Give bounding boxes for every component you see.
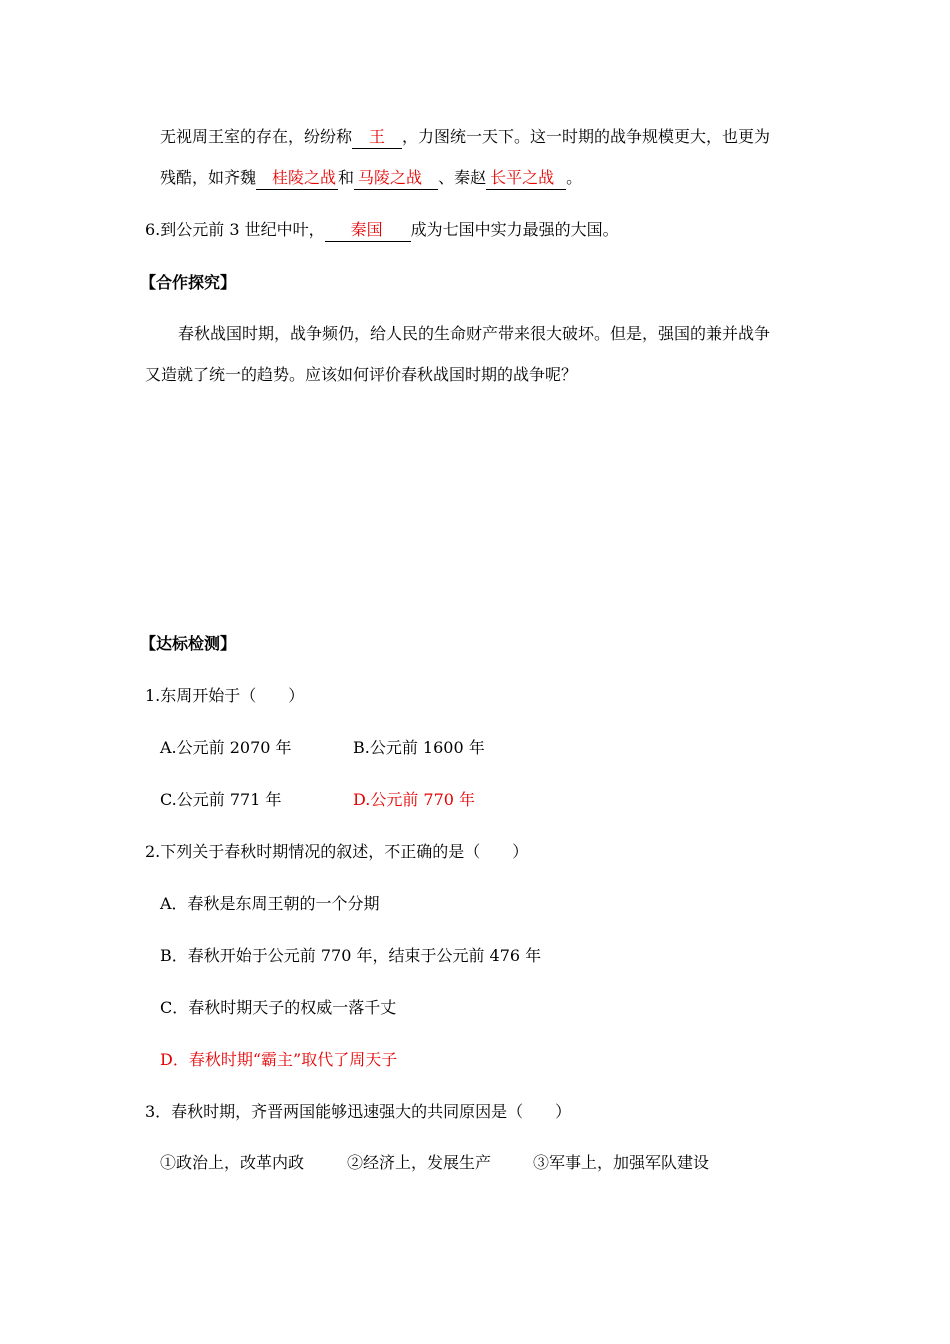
line2-post: 。 <box>566 168 583 187</box>
q2-stem: 2.下列关于春秋时期情况的叙述，不正确的是（ ） <box>145 842 529 861</box>
q3-option-2: ②经济上，发展生产 <box>347 1153 492 1172</box>
section-heading-coop: 【合作探究】 <box>140 273 237 292</box>
text-line-2 <box>160 167 582 190</box>
answer-blank-changping <box>486 167 566 190</box>
coop-paragraph-line-1: 春秋战国时期，战争频仍，给人民的生命财产带来很大破坏。但是，强国的兼并战争 <box>178 324 771 343</box>
text-line-1 <box>160 126 770 149</box>
q1-option-d-answer: D.公元前 770 年 <box>353 790 476 809</box>
answer-blank-qin <box>325 219 411 242</box>
q1-stem: 1.东周开始于（ ） <box>145 686 305 705</box>
q1-option-a: A.公元前 2070 年 <box>160 738 292 757</box>
q1-option-c: C.公元前 771 年 <box>160 790 282 809</box>
answer-blank-wang <box>352 126 402 149</box>
answer-guiling: 桂陵之战 <box>272 168 337 187</box>
answer-wang: 王 <box>369 127 386 146</box>
coop-paragraph-line-2: 又造就了统一的趋势。应该如何评价春秋战国时期的战争呢？ <box>145 365 578 384</box>
line3-post: 成为七国中实力最强的大国。 <box>410 220 619 239</box>
q2-option-d-answer: D．春秋时期“霸主”取代了周天子 <box>160 1050 398 1069</box>
q2-option-c: C．春秋时期天子的权威一落千丈 <box>160 998 397 1017</box>
answer-changping: 长平之战 <box>490 168 555 187</box>
q3-stem: 3．春秋时期，齐晋两国能够迅速强大的共同原因是（ ） <box>145 1102 572 1121</box>
line2-mid: 和 <box>338 168 355 187</box>
q3-option-3: ③军事上，加强军队建设 <box>533 1153 710 1172</box>
q3-option-1: ①政治上，改革内政 <box>160 1153 305 1172</box>
q2-option-b: B．春秋开始于公元前 770 年，结束于公元前 476 年 <box>160 946 542 965</box>
line2-mid2: 、秦赵 <box>438 168 487 187</box>
line2-pre: 残酷，如齐魏 <box>160 168 257 187</box>
line1-pre: 无视周王室的存在，纷纷称 <box>160 127 353 146</box>
q2-option-a: A．春秋是东周王朝的一个分期 <box>160 894 380 913</box>
answer-maling: 马陵之战 <box>358 168 423 187</box>
answer-blank-guiling <box>256 167 338 190</box>
line1-post: ，力图统一天下。这一时期的战争规模更大，也更为 <box>402 127 771 146</box>
q1-option-b: B.公元前 1600 年 <box>353 738 485 757</box>
answer-qin: 秦国 <box>350 220 383 239</box>
section-heading-test: 【达标检测】 <box>140 634 237 653</box>
text-line-3 <box>145 219 619 242</box>
answer-blank-maling <box>354 167 438 190</box>
line3-pre: 6.到公元前 3 世纪中叶， <box>145 220 325 239</box>
